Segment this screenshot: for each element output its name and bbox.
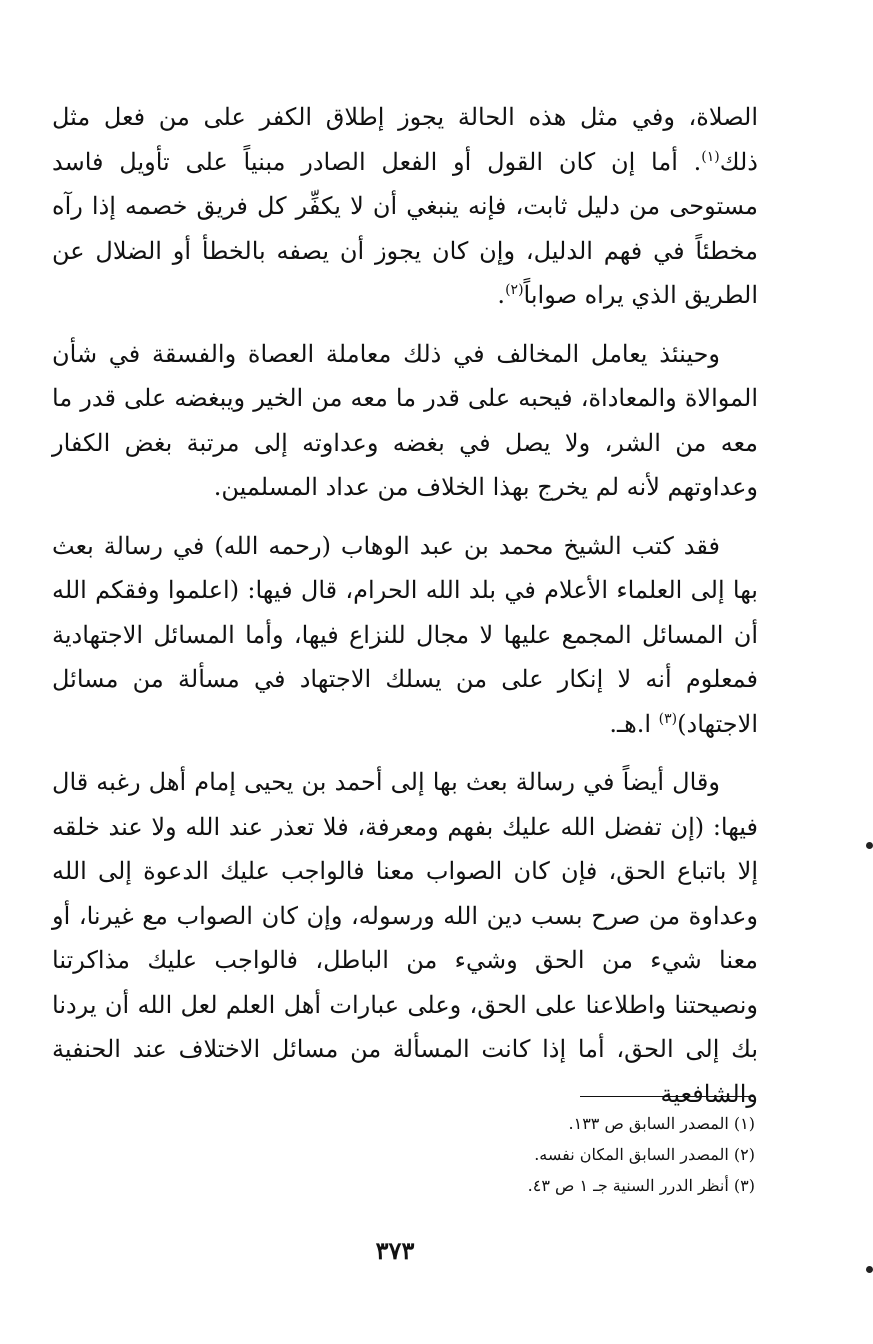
scan-mark — [866, 842, 873, 849]
footnote-divider — [580, 1096, 754, 1097]
footnotes — [155, 1108, 755, 1201]
paragraph-text: وحينئذ يعامل المخالف في ذلك معاملة العصاة والفسقة في شأن الموالاة والمعاداة، فيحبه على قدر ما معه من الخير ويبغضه على قدر ما معه من الشر، ولا يصل في بغضه وعداوته إلى مرتبة بغض الكفار وعداوتهم لأنه لم يخرج بهذا الخلاف من عداد المسلمين. — [52, 339, 758, 501]
footnote-reference: (٢) — [505, 282, 524, 298]
footnote-1: (١) المصدر السابق ص ١٣٣. — [568, 1114, 755, 1133]
paragraph — [52, 332, 758, 510]
footnote-reference: (١) — [701, 148, 720, 165]
paragraph-text: وقال أيضاً في رسالة بعث بها إلى أحمد بن يحيى إمام أهل رغبه قال فيها: (إن تفضل الله عليك بفهم ومعرفة، فلا تعذر عند الله ولا عند خلقه إلا باتباع الحق، فإن كان الصواب معنا فالواجب عليك الدعوة إلى الله وعداوة من صرح بسب دين الله ورسوله، وإن كان الصواب مع غيرنا، أو معنا شيء من الحق وشيء من الباطل، فالواجب عليك مذاكرتنا ونصيحتنا واطلاعنا على الحق، وعلى عبارات أهل العلم لعل الله أن يردنا بك إلى الحق، أما إذا كانت المسألة من مسائل الاختلاف عند الحنفية والشافعية — [52, 768, 759, 1108]
paragraph-text: ا.هـ. — [609, 709, 659, 738]
paragraph-text: الصلاة، وفي مثل هذه الحالة يجوز إطلاق الكفر على من فعل مثل ذلك — [52, 103, 758, 176]
footnote-reference: (٣) — [658, 710, 678, 727]
paragraph-text: فقد كتب الشيخ محمد بن عبد الوهاب (رحمه الله) في رسالة بعث بها إلى العلماء الأعلام في بلد الله الحرام، قال فيها: (اعلموا وفقكم الله أن المسائل المجمع عليها لا مجال للنزاع فيها، وأما المسائل الاجتهادية فمعلوم أنه لا إنكار على من يسلك الاجتهاد في مسألة من مسائل الاجتهاد) — [52, 531, 758, 738]
paragraph — [52, 524, 758, 747]
page-number: ٣٧٣ — [375, 1236, 415, 1265]
scan-mark — [866, 1266, 873, 1273]
paragraph-text: . — [497, 281, 506, 309]
paragraph — [52, 760, 758, 1116]
footnote-3: (٣) أنظر الدرر السنية جـ ١ ص ٤٣. — [527, 1176, 755, 1195]
main-text — [52, 95, 758, 1130]
paragraph — [52, 95, 758, 318]
paragraph-text: . أما إن كان القول أو الفعل الصادر مبنياً على تأويل فاسد مستوحى من دليل ثابت، فإنه ينبغي أن لا يكفِّر كل فريق خصمه إذا رآه مخطئاً في فهم الدليل، وإن كان يجوز أن يصفه بالخطأ أو الضلال عن الطريق الذي يراه صواباً — [52, 147, 758, 309]
footnote-2: (٢) المصدر السابق المكان نفسه. — [534, 1145, 755, 1164]
